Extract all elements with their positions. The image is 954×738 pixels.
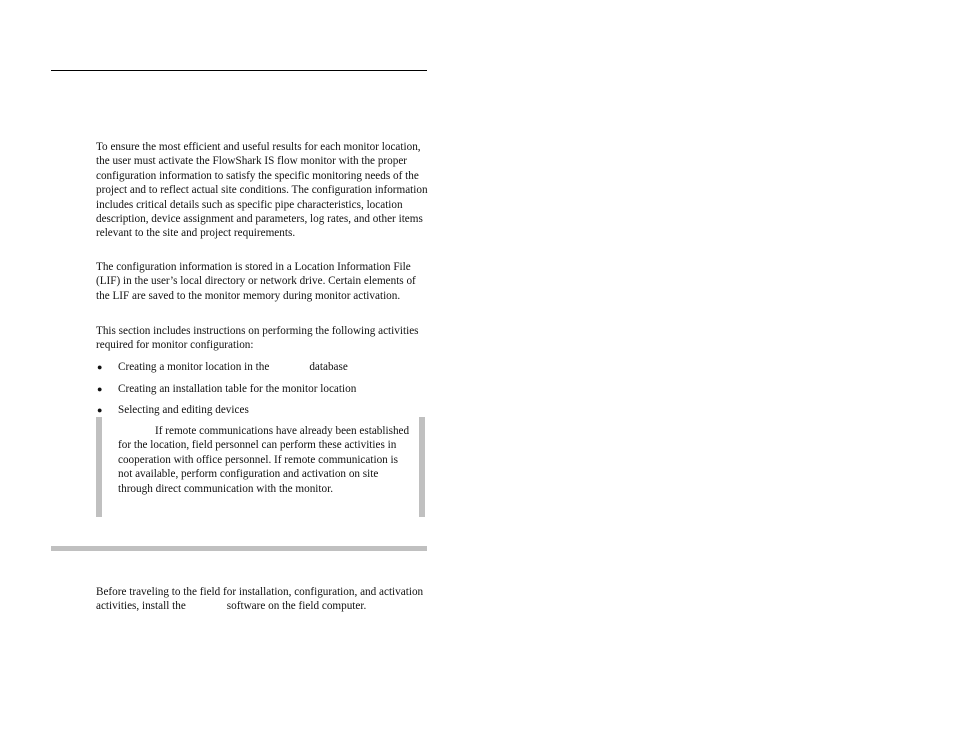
note-text: If remote communications have already been established for the location, field personnel can perform these activities in cooperation with office personnel. If remote communication is not available, perform configuration and activation on site through direct communication with the monitor. bbox=[118, 425, 410, 495]
list-item-text: Creating an installation table for the monitor location bbox=[118, 382, 357, 395]
note-text-container bbox=[118, 424, 413, 496]
intro-paragraph-1: To ensure the most efficient and useful results for each monitor location, the user must activate the FlowShark IS flow monitor with the proper configuration information to satisfy the specific monitoring needs of the project and to reflect actual site conditions. The configuration information includes critical details such as specific pipe characteristics, location description, device assignment and parameters, log rates, and other items relevant to the site and project requirements. bbox=[96, 141, 428, 240]
header-rule bbox=[51, 70, 427, 71]
activities-list bbox=[96, 360, 432, 425]
section2-text-start: Before traveling to the field for installation, configuration, and activation activities, install the bbox=[96, 586, 424, 613]
note-box bbox=[96, 417, 425, 517]
section-divider-bar bbox=[51, 546, 427, 551]
intro-paragraph-3: This section includes instructions on performing the following activities required for monitor configuration: bbox=[96, 325, 419, 352]
list-item bbox=[96, 382, 432, 404]
list-item-text: Selecting and editing devices bbox=[118, 404, 249, 417]
section2-text-end: software on the field computer. bbox=[226, 600, 367, 613]
list-item bbox=[96, 360, 432, 382]
bullet-icon: ● bbox=[97, 362, 103, 372]
bullet-icon: ● bbox=[97, 405, 103, 416]
section2-paragraph bbox=[96, 585, 432, 614]
bullet-icon: ● bbox=[97, 383, 103, 394]
list-item-text: Creating a monitor location in the bbox=[118, 361, 270, 373]
list-item-text-end: database bbox=[309, 361, 348, 373]
intro-paragraph-2: The configuration information is stored in a Location Information File (LIF) in the user’s local directory or network drive. Certain elements of the LIF are saved to the monitor memory during monitor activation. bbox=[96, 261, 416, 302]
